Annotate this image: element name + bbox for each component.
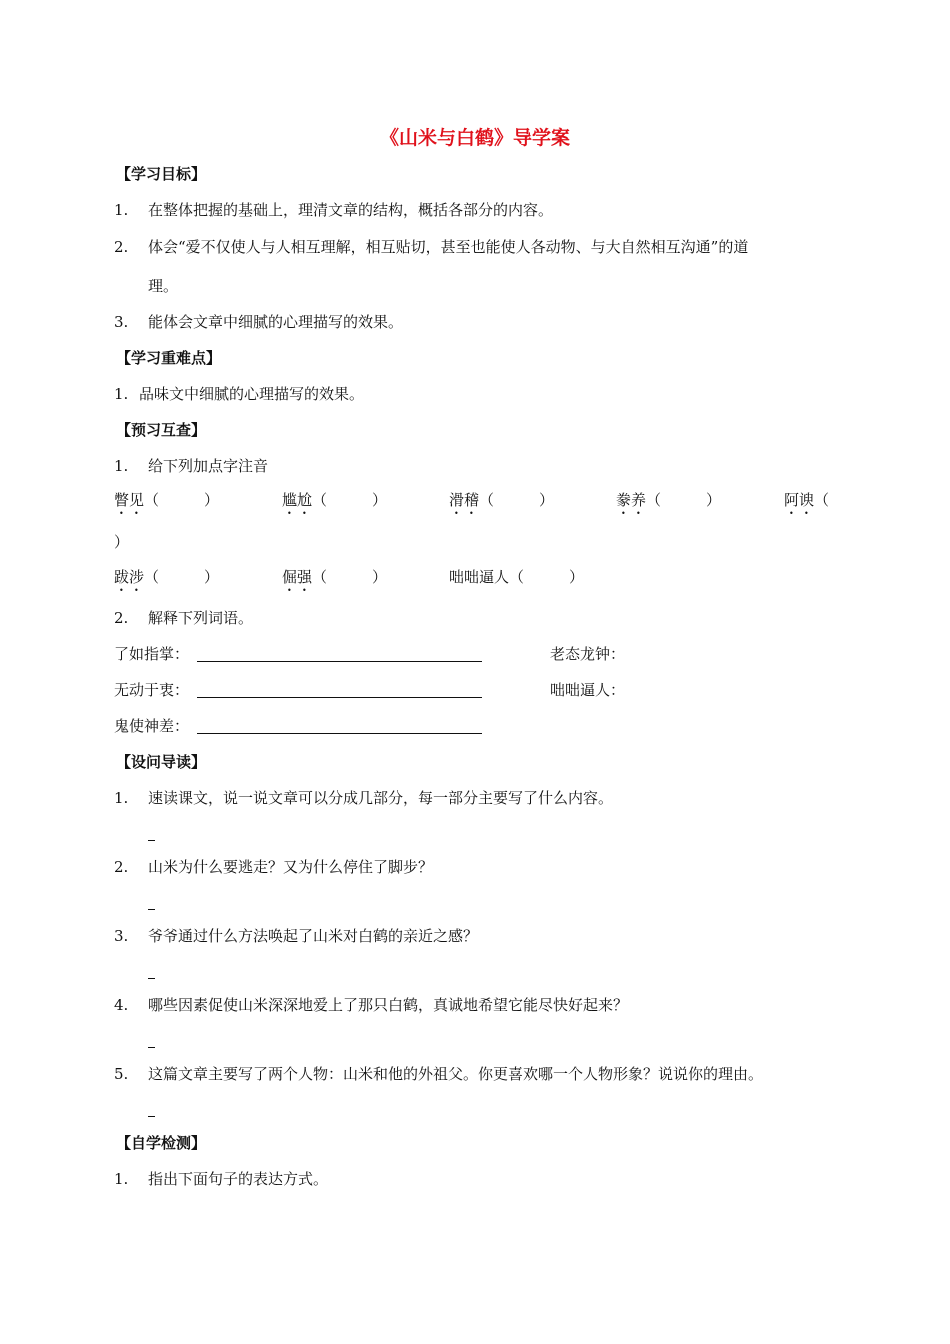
pinyin-item — [784, 490, 829, 518]
pinyin-blank-wrap: ） — [114, 533, 130, 551]
pinyin-blank[interactable]: （ ） — [144, 568, 220, 586]
question-number: 3. — [114, 927, 129, 945]
section-heading-guided: 【设问导读】 — [116, 753, 207, 771]
answer-line[interactable] — [148, 978, 155, 979]
pinyin-word: 跋涉 — [114, 568, 145, 586]
answer-line[interactable] — [148, 1116, 155, 1117]
pinyin-word: 滑稽 — [449, 491, 480, 509]
goal-number: 1. — [114, 201, 129, 219]
section-heading-goals: 【学习目标】 — [116, 165, 207, 183]
question-text: 哪些因素促使山米深深地爱上了那只白鹤，真诚地希望它能尽快好起来？ — [148, 996, 629, 1014]
document-title: 《山米与白鹤》导学案 — [379, 127, 570, 149]
pinyin-blank[interactable]: （ — [814, 491, 830, 509]
goal-text: 在整体把握的基础上，理清文章的结构，概括各部分的内容。 — [148, 201, 554, 219]
pinyin-blank[interactable]: （ ） — [144, 491, 220, 509]
pinyin-item — [449, 490, 554, 518]
question-number: 1. — [114, 789, 129, 807]
pinyin-word: 倔强 — [282, 568, 313, 586]
pinyin-blank[interactable]: （ ） — [646, 491, 722, 509]
question-text: 给下列加点字注音 — [148, 457, 269, 475]
question-text: 速读课文，说一说文章可以分成几部分，每一部分主要写了什么内容。 — [148, 789, 614, 807]
question-number: 1. — [114, 457, 129, 475]
term-answer-line[interactable] — [197, 697, 482, 698]
answer-line[interactable] — [148, 1047, 155, 1048]
pinyin-item — [114, 567, 219, 595]
term-label: 鬼使神差： — [114, 717, 190, 735]
pinyin-word: 豢养 — [616, 491, 647, 509]
answer-line[interactable] — [148, 840, 155, 841]
pinyin-item — [114, 490, 219, 518]
pinyin-item — [449, 567, 584, 587]
pinyin-item — [282, 567, 387, 595]
pinyin-item — [616, 490, 721, 518]
question-number: 2. — [114, 609, 129, 627]
goal-text-continuation: 理。 — [148, 277, 179, 295]
question-text: 山米为什么要逃走？又为什么停住了脚步？ — [148, 858, 434, 876]
pinyin-blank[interactable]: （ ） — [312, 491, 388, 509]
section-heading-key-points: 【学习重难点】 — [116, 349, 222, 367]
question-text: 爷爷通过什么方法唤起了山米对白鹤的亲近之感？ — [148, 927, 479, 945]
pinyin-blank[interactable]: （ ） — [509, 568, 585, 586]
goal-text: 体会“爱不仅使人与人相互理解，相互贴切，甚至也能使人各动物、与大自然相互沟通”的道 — [148, 238, 749, 256]
term-answer-line[interactable] — [197, 661, 482, 662]
answer-line[interactable] — [148, 909, 155, 910]
question-text: 这篇文章主要写了两个人物：山米和他的外祖父。你更喜欢哪一个人物形象？说说你的理由。 — [148, 1065, 764, 1083]
question-number: 5. — [114, 1065, 129, 1083]
pinyin-blank[interactable]: （ ） — [479, 491, 555, 509]
pinyin-word: 瞥见 — [114, 491, 145, 509]
pinyin-word: 尴尬 — [282, 491, 313, 509]
key-point-text: 品味文中细腻的心理描写的效果。 — [139, 385, 365, 403]
section-heading-self-test: 【自学检测】 — [116, 1134, 207, 1152]
term-label: 老态龙钟： — [550, 645, 626, 663]
pinyin-word: 阿谀 — [784, 491, 815, 509]
goal-number: 2. — [114, 238, 129, 256]
term-label: 无动于衷： — [114, 681, 190, 699]
term-label: 了如指掌： — [114, 645, 190, 663]
goal-number: 3. — [114, 313, 129, 331]
term-answer-line[interactable] — [197, 733, 482, 734]
section-heading-preview: 【预习互查】 — [116, 421, 207, 439]
term-label: 咄咄逼人： — [550, 681, 626, 699]
question-number: 4. — [114, 996, 129, 1014]
pinyin-word: 咄咄逼人 — [449, 568, 510, 586]
key-point-number: 1. — [114, 385, 129, 403]
question-text: 解释下列词语。 — [148, 609, 254, 627]
pinyin-item — [282, 490, 387, 518]
question-number: 1. — [114, 1170, 129, 1188]
question-text: 指出下面句子的表达方式。 — [148, 1170, 329, 1188]
pinyin-blank[interactable]: （ ） — [312, 568, 388, 586]
goal-text: 能体会文章中细腻的心理描写的效果。 — [148, 313, 404, 331]
question-number: 2. — [114, 858, 129, 876]
